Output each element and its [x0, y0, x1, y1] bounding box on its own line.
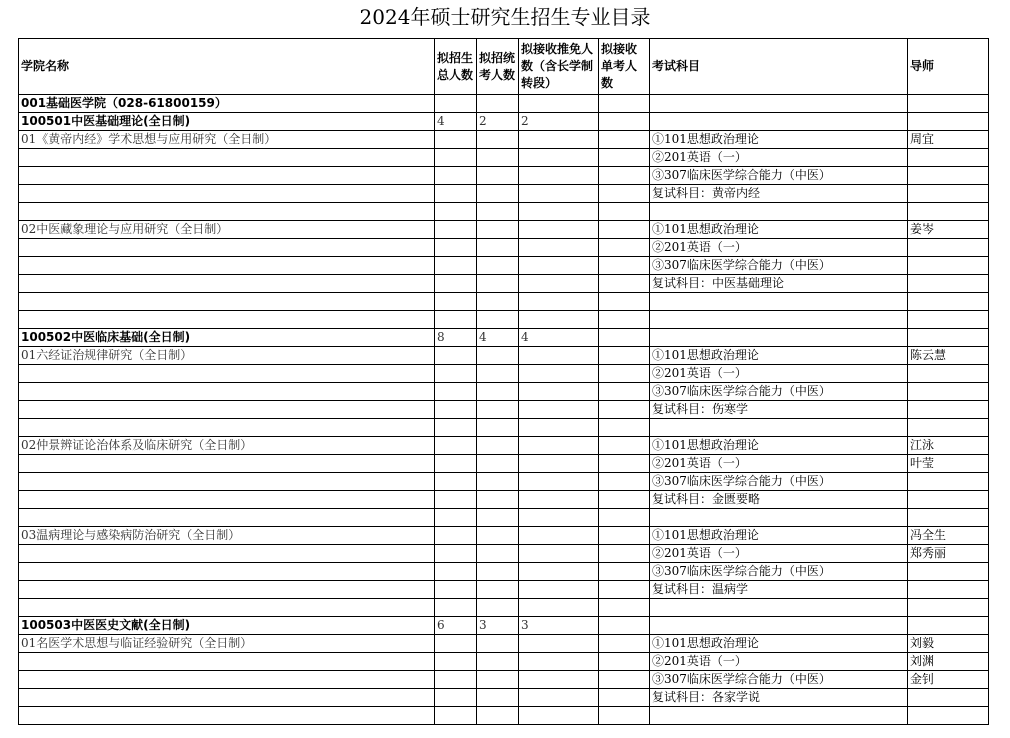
table-row: [19, 473, 989, 491]
cell-total: [435, 311, 477, 329]
major-row: [19, 113, 989, 131]
cell-subject: [650, 617, 908, 635]
cell-subject: 复试科目：黄帝内经: [650, 185, 908, 203]
cell-total: [435, 635, 477, 653]
cell-advisor: [908, 599, 989, 617]
cell-total: [435, 365, 477, 383]
cell-advisor: [908, 689, 989, 707]
cell-name: 100501中医基础理论(全日制): [19, 113, 435, 131]
cell-unified: [477, 293, 519, 311]
cell-total: [435, 473, 477, 491]
cell-advisor: 刘毅: [908, 635, 989, 653]
cell-subject: [650, 113, 908, 131]
cell-recommended: [519, 563, 599, 581]
cell-name: [19, 149, 435, 167]
header-subjects: 考试科目: [650, 39, 908, 95]
cell-advisor: [908, 563, 989, 581]
cell-unified: [477, 689, 519, 707]
cell-recommended: [519, 293, 599, 311]
cell-single: [599, 563, 650, 581]
cell-advisor: [908, 509, 989, 527]
cell-name: [19, 365, 435, 383]
cell-recommended: [519, 437, 599, 455]
cell-total: [435, 131, 477, 149]
header-row: [19, 39, 989, 95]
cell-recommended: [519, 473, 599, 491]
table-row: [19, 185, 989, 203]
cell-advisor: 郑秀丽: [908, 545, 989, 563]
cell-name: [19, 167, 435, 185]
cell-unified: [477, 671, 519, 689]
table-row: [19, 167, 989, 185]
cell-single: [599, 671, 650, 689]
catalog-table: [18, 38, 989, 725]
cell-unified: [477, 599, 519, 617]
major-row: [19, 617, 989, 635]
cell-single: [599, 473, 650, 491]
table-row: [19, 221, 989, 239]
cell-advisor: 叶莹: [908, 455, 989, 473]
table-row: [19, 563, 989, 581]
cell-recommended: 4: [519, 329, 599, 347]
cell-unified: [477, 509, 519, 527]
cell-recommended: [519, 689, 599, 707]
table-row: [19, 383, 989, 401]
cell-single: [599, 509, 650, 527]
cell-unified: [477, 365, 519, 383]
cell-name: [19, 653, 435, 671]
cell-advisor: [908, 185, 989, 203]
cell-unified: [477, 455, 519, 473]
cell-advisor: [908, 311, 989, 329]
cell-total: [435, 275, 477, 293]
cell-single: [599, 617, 650, 635]
cell-subject: 复试科目：中医基础理论: [650, 275, 908, 293]
cell-name: 001基础医学院（028-61800159）: [19, 95, 435, 113]
cell-advisor: [908, 275, 989, 293]
cell-name: [19, 707, 435, 725]
table-row: [19, 257, 989, 275]
cell-single: [599, 689, 650, 707]
cell-recommended: [519, 275, 599, 293]
cell-advisor: [908, 149, 989, 167]
cell-single: [599, 293, 650, 311]
cell-single: [599, 203, 650, 221]
cell-unified: 4: [477, 329, 519, 347]
header-advisor: 导师: [908, 39, 989, 95]
cell-name: 01名医学术思想与临证经验研究（全日制）: [19, 635, 435, 653]
cell-single: [599, 95, 650, 113]
cell-total: [435, 239, 477, 257]
cell-unified: [477, 707, 519, 725]
cell-recommended: [519, 167, 599, 185]
cell-name: 02仲景辨证论治体系及临床研究（全日制）: [19, 437, 435, 455]
cell-total: [435, 545, 477, 563]
cell-subject: ③307临床医学综合能力（中医）: [650, 671, 908, 689]
cell-advisor: [908, 419, 989, 437]
cell-total: [435, 707, 477, 725]
table-row: [19, 437, 989, 455]
cell-total: [435, 671, 477, 689]
cell-unified: [477, 131, 519, 149]
cell-total: [435, 419, 477, 437]
cell-recommended: [519, 185, 599, 203]
cell-name: 03温病理论与感染病防治研究（全日制）: [19, 527, 435, 545]
cell-advisor: 周宜: [908, 131, 989, 149]
cell-total: [435, 257, 477, 275]
cell-single: [599, 653, 650, 671]
table-row: [19, 365, 989, 383]
cell-total: [435, 95, 477, 113]
cell-subject: ①101思想政治理论: [650, 347, 908, 365]
cell-total: [435, 689, 477, 707]
cell-name: [19, 689, 435, 707]
cell-recommended: [519, 131, 599, 149]
cell-advisor: [908, 581, 989, 599]
cell-advisor: [908, 473, 989, 491]
cell-subject: ①101思想政治理论: [650, 131, 908, 149]
cell-advisor: [908, 167, 989, 185]
cell-single: [599, 257, 650, 275]
cell-subject: ②201英语（一）: [650, 239, 908, 257]
cell-name: [19, 581, 435, 599]
cell-recommended: [519, 509, 599, 527]
cell-total: [435, 347, 477, 365]
cell-advisor: [908, 95, 989, 113]
header-unified: 拟招统考人数: [477, 39, 519, 95]
cell-name: [19, 491, 435, 509]
table-row: [19, 239, 989, 257]
cell-unified: [477, 257, 519, 275]
cell-name: [19, 185, 435, 203]
cell-single: [599, 311, 650, 329]
table-row: [19, 545, 989, 563]
table-row: [19, 689, 989, 707]
cell-subject: ①101思想政治理论: [650, 437, 908, 455]
header-total: 拟招生总人数: [435, 39, 477, 95]
cell-total: [435, 185, 477, 203]
cell-name: [19, 545, 435, 563]
header-recommended: 拟接收推免人数（含长学制转段）: [519, 39, 599, 95]
cell-single: [599, 419, 650, 437]
cell-advisor: [908, 491, 989, 509]
cell-single: [599, 527, 650, 545]
cell-advisor: 金钊: [908, 671, 989, 689]
cell-single: [599, 545, 650, 563]
cell-unified: [477, 437, 519, 455]
cell-unified: [477, 527, 519, 545]
table-row: [19, 491, 989, 509]
cell-subject: ③307临床医学综合能力（中医）: [650, 563, 908, 581]
cell-total: [435, 581, 477, 599]
cell-subject: ②201英语（一）: [650, 455, 908, 473]
cell-unified: [477, 167, 519, 185]
cell-subject: [650, 329, 908, 347]
cell-unified: [477, 221, 519, 239]
cell-subject: [650, 293, 908, 311]
cell-recommended: [519, 707, 599, 725]
cell-advisor: 姜岑: [908, 221, 989, 239]
cell-recommended: [519, 383, 599, 401]
cell-name: [19, 599, 435, 617]
cell-unified: [477, 185, 519, 203]
cell-subject: 复试科目：各家学说: [650, 689, 908, 707]
cell-advisor: [908, 365, 989, 383]
cell-advisor: 刘渊: [908, 653, 989, 671]
cell-subject: 复试科目：金匮要略: [650, 491, 908, 509]
cell-unified: [477, 275, 519, 293]
cell-name: [19, 509, 435, 527]
cell-total: [435, 437, 477, 455]
cell-total: [435, 653, 477, 671]
cell-advisor: 陈云慧: [908, 347, 989, 365]
cell-name: [19, 401, 435, 419]
table-row: [19, 275, 989, 293]
cell-unified: [477, 347, 519, 365]
cell-advisor: [908, 401, 989, 419]
cell-name: [19, 671, 435, 689]
cell-subject: ①101思想政治理论: [650, 221, 908, 239]
table-row: [19, 149, 989, 167]
table-row: [19, 203, 989, 221]
cell-total: [435, 563, 477, 581]
table-row: [19, 581, 989, 599]
cell-unified: [477, 491, 519, 509]
cell-total: [435, 491, 477, 509]
cell-name: [19, 563, 435, 581]
table-row: [19, 293, 989, 311]
cell-total: [435, 221, 477, 239]
cell-recommended: 3: [519, 617, 599, 635]
cell-subject: [650, 599, 908, 617]
cell-subject: ③307临床医学综合能力（中医）: [650, 257, 908, 275]
cell-recommended: [519, 149, 599, 167]
table-row: [19, 671, 989, 689]
cell-recommended: [519, 401, 599, 419]
table-row: [19, 509, 989, 527]
cell-total: [435, 149, 477, 167]
cell-recommended: [519, 257, 599, 275]
page-title: 2024年硕士研究生招生专业目录: [359, 5, 651, 29]
cell-total: [435, 509, 477, 527]
cell-subject: [650, 419, 908, 437]
table-row: [19, 311, 989, 329]
cell-total: [435, 203, 477, 221]
cell-advisor: [908, 113, 989, 131]
cell-name: 02中医藏象理论与应用研究（全日制）: [19, 221, 435, 239]
cell-name: [19, 257, 435, 275]
table-row: [19, 599, 989, 617]
cell-subject: [650, 203, 908, 221]
cell-unified: [477, 239, 519, 257]
cell-advisor: 江泳: [908, 437, 989, 455]
header-college: 学院名称: [19, 39, 435, 95]
cell-single: [599, 491, 650, 509]
cell-advisor: [908, 293, 989, 311]
cell-recommended: [519, 347, 599, 365]
cell-single: [599, 149, 650, 167]
cell-name: [19, 473, 435, 491]
cell-subject: ③307临床医学综合能力（中医）: [650, 383, 908, 401]
table-row: [19, 419, 989, 437]
cell-unified: [477, 473, 519, 491]
table-row: [19, 707, 989, 725]
table-row: [19, 653, 989, 671]
header-single: 拟接收单考人数: [599, 39, 650, 95]
table-row: [19, 401, 989, 419]
cell-single: [599, 437, 650, 455]
cell-single: [599, 329, 650, 347]
cell-unified: [477, 203, 519, 221]
cell-unified: [477, 401, 519, 419]
cell-unified: [477, 383, 519, 401]
cell-recommended: [519, 311, 599, 329]
cell-total: 8: [435, 329, 477, 347]
cell-total: [435, 383, 477, 401]
cell-unified: [477, 635, 519, 653]
cell-single: [599, 383, 650, 401]
cell-recommended: [519, 599, 599, 617]
cell-recommended: [519, 653, 599, 671]
cell-advisor: [908, 617, 989, 635]
cell-unified: 2: [477, 113, 519, 131]
cell-recommended: [519, 635, 599, 653]
cell-name: [19, 203, 435, 221]
cell-recommended: [519, 455, 599, 473]
cell-recommended: [519, 203, 599, 221]
cell-subject: ③307临床医学综合能力（中医）: [650, 167, 908, 185]
cell-single: [599, 581, 650, 599]
cell-subject: [650, 707, 908, 725]
cell-total: [435, 455, 477, 473]
cell-single: [599, 347, 650, 365]
cell-name: [19, 311, 435, 329]
cell-unified: 3: [477, 617, 519, 635]
catalog-body: [19, 95, 989, 725]
cell-name: [19, 293, 435, 311]
cell-single: [599, 131, 650, 149]
cell-recommended: [519, 545, 599, 563]
table-row: [19, 347, 989, 365]
cell-subject: ②201英语（一）: [650, 149, 908, 167]
cell-single: [599, 239, 650, 257]
cell-subject: 复试科目：温病学: [650, 581, 908, 599]
cell-total: [435, 527, 477, 545]
cell-name: [19, 455, 435, 473]
cell-total: [435, 293, 477, 311]
cell-unified: [477, 149, 519, 167]
cell-advisor: [908, 329, 989, 347]
cell-advisor: [908, 203, 989, 221]
major-row: [19, 329, 989, 347]
cell-name: 01《黄帝内经》学术思想与应用研究（全日制）: [19, 131, 435, 149]
cell-single: [599, 167, 650, 185]
cell-advisor: [908, 257, 989, 275]
cell-recommended: [519, 419, 599, 437]
table-row: [19, 527, 989, 545]
cell-unified: [477, 311, 519, 329]
cell-subject: ②201英语（一）: [650, 545, 908, 563]
table-row: [19, 131, 989, 149]
cell-subject: [650, 509, 908, 527]
cell-recommended: [519, 365, 599, 383]
cell-single: [599, 275, 650, 293]
cell-single: [599, 707, 650, 725]
cell-single: [599, 455, 650, 473]
cell-single: [599, 599, 650, 617]
cell-name: 01六经证治规律研究（全日制）: [19, 347, 435, 365]
cell-subject: ①101思想政治理论: [650, 527, 908, 545]
cell-advisor: [908, 383, 989, 401]
cell-subject: [650, 311, 908, 329]
cell-recommended: [519, 239, 599, 257]
table-row: [19, 635, 989, 653]
cell-recommended: [519, 527, 599, 545]
cell-unified: [477, 653, 519, 671]
cell-total: [435, 167, 477, 185]
cell-single: [599, 401, 650, 419]
cell-recommended: [519, 491, 599, 509]
cell-subject: ②201英语（一）: [650, 365, 908, 383]
cell-subject: 复试科目：伤寒学: [650, 401, 908, 419]
cell-subject: ①101思想政治理论: [650, 635, 908, 653]
cell-name: [19, 383, 435, 401]
cell-recommended: 2: [519, 113, 599, 131]
cell-single: [599, 635, 650, 653]
cell-name: [19, 419, 435, 437]
cell-recommended: [519, 221, 599, 239]
cell-recommended: [519, 95, 599, 113]
cell-single: [599, 113, 650, 131]
cell-single: [599, 365, 650, 383]
cell-subject: [650, 95, 908, 113]
cell-name: [19, 275, 435, 293]
cell-total: 6: [435, 617, 477, 635]
cell-subject: ②201英语（一）: [650, 653, 908, 671]
cell-name: 100502中医临床基础(全日制): [19, 329, 435, 347]
cell-recommended: [519, 671, 599, 689]
cell-name: 100503中医医史文献(全日制): [19, 617, 435, 635]
cell-unified: [477, 563, 519, 581]
cell-total: 4: [435, 113, 477, 131]
cell-single: [599, 185, 650, 203]
cell-subject: ③307临床医学综合能力（中医）: [650, 473, 908, 491]
cell-unified: [477, 545, 519, 563]
cell-total: [435, 599, 477, 617]
cell-total: [435, 401, 477, 419]
college-row: [19, 95, 989, 113]
cell-advisor: [908, 707, 989, 725]
table-row: [19, 455, 989, 473]
cell-advisor: 冯全生: [908, 527, 989, 545]
cell-unified: [477, 419, 519, 437]
cell-single: [599, 221, 650, 239]
cell-unified: [477, 581, 519, 599]
cell-recommended: [519, 581, 599, 599]
cell-name: [19, 239, 435, 257]
cell-unified: [477, 95, 519, 113]
cell-advisor: [908, 239, 989, 257]
